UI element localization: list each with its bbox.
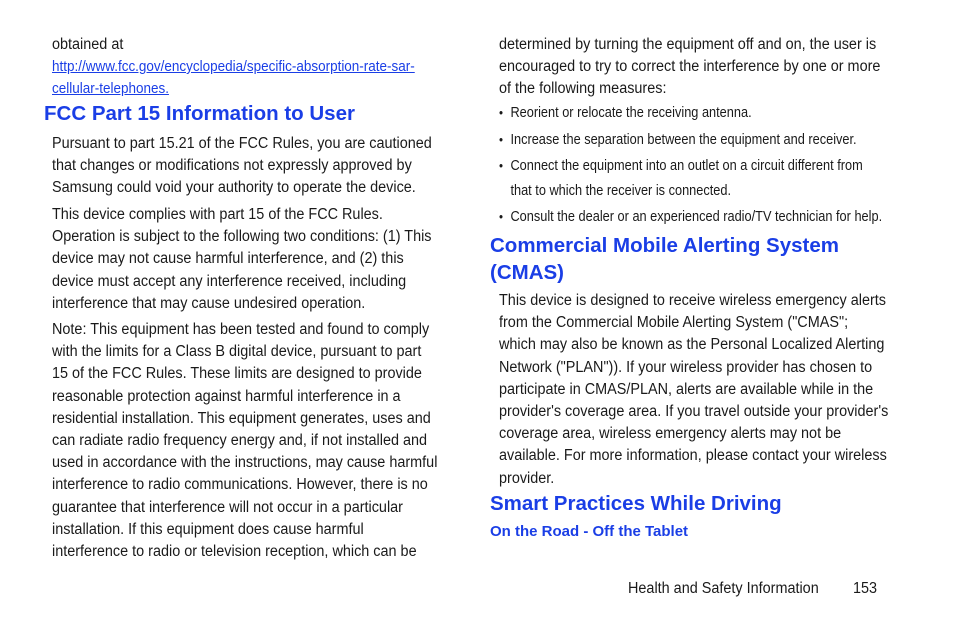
text-line: participate in CMAS/PLAN, alerts are available while in the bbox=[499, 380, 874, 398]
text-line: provider's coverage area. If you travel outside your provider's bbox=[499, 403, 889, 421]
text-line: interference to radio communications. However, there is no bbox=[52, 476, 428, 494]
link-line[interactable]: cellular-telephones. bbox=[52, 81, 169, 97]
text-line: reasonable protection against harmful interference in a bbox=[52, 387, 401, 405]
text-line: which may also be known as the Personal Localized Alerting bbox=[499, 336, 885, 354]
text-line: installation. If this equipment does cause harmful bbox=[52, 520, 364, 538]
cmas-paragraph bbox=[499, 290, 888, 490]
footer-section-title: Health and Safety Information bbox=[628, 580, 819, 597]
on-the-road-subheading: On the Road - Off the Tablet bbox=[490, 523, 689, 540]
text-line: provider. bbox=[499, 469, 555, 487]
bullet-icon: • bbox=[499, 105, 504, 120]
text-line: This device complies with part 15 of the FCC Rules. bbox=[52, 206, 383, 223]
link-line[interactable]: http://www.fcc.gov/encyclopedia/specific-absorption-rate-sar- bbox=[52, 59, 415, 75]
text-line: that changes or modifications not expressly approved by bbox=[52, 157, 412, 175]
fcc-part15-heading: FCC Part 15 Information to User bbox=[44, 102, 355, 125]
text-line: interference that may cause undesired operation. bbox=[52, 294, 366, 312]
text-line: determined by turning the equipment off and on, the user is bbox=[499, 36, 877, 53]
bullet-item: • Reorient or relocate the receiving antenna. bbox=[499, 101, 752, 126]
bullet-icon: • bbox=[499, 209, 504, 224]
text-line: used in accordance with the instructions, may cause harmful bbox=[52, 454, 438, 472]
text-line: with the limits for a Class B digital device, pursuant to part bbox=[52, 343, 422, 361]
fcc-paragraph-2 bbox=[52, 204, 432, 315]
fcc-paragraph-1 bbox=[52, 133, 432, 200]
text-line: of the following measures: bbox=[499, 80, 667, 98]
text-line: Operation is subject to the following two conditions: (1) This bbox=[52, 228, 432, 246]
text-line: can radiate radio frequency energy and, if not installed and bbox=[52, 432, 428, 450]
text-line: Pursuant to part 15.21 of the FCC Rules, you are cautioned bbox=[52, 135, 432, 152]
text-line: device must accept any interference received, including bbox=[52, 272, 407, 290]
text-line: from the Commercial Mobile Alerting System ("CMAS"; bbox=[499, 314, 849, 332]
text-line: guarantee that interference will not occur in a particular bbox=[52, 498, 403, 516]
text-line: Samsung could void your authority to operate the device. bbox=[52, 179, 416, 197]
bullet-item: • Consult the dealer or an experienced radio/TV technician for help. bbox=[499, 205, 882, 230]
intro-text: obtained at bbox=[52, 36, 124, 53]
text-line: 15 of the FCC Rules. These limits are designed to provide bbox=[52, 365, 422, 383]
bullet-icon: • bbox=[499, 158, 504, 173]
text-line: Note: This equipment has been tested and found to comply bbox=[52, 321, 430, 338]
smart-practices-heading: Smart Practices While Driving bbox=[490, 492, 782, 515]
interference-continuation bbox=[499, 34, 880, 101]
text-line: interference to radio or television reception, which can be bbox=[52, 543, 417, 561]
text-line: residential installation. This equipment generates, uses and bbox=[52, 409, 431, 427]
text-line: Network ("PLAN")). If your wireless provider has chosen to bbox=[499, 358, 873, 376]
bullet-item: • Connect the equipment into an outlet on a circuit different from that to which the receiver is connected. bbox=[499, 154, 863, 203]
fcc-paragraph-3 bbox=[52, 319, 437, 563]
text-line: coverage area, wireless emergency alerts may not be bbox=[499, 425, 842, 443]
text-line: encouraged to try to correct the interference by one or more bbox=[499, 58, 881, 76]
bullet-icon: • bbox=[499, 132, 504, 147]
fcc-sar-link[interactable] bbox=[52, 56, 415, 100]
cmas-heading: Commercial Mobile Alerting System (CMAS) bbox=[490, 234, 839, 284]
text-line: device may not cause harmful interference, and (2) this bbox=[52, 250, 404, 268]
text-line: This device is designed to receive wireless emergency alerts bbox=[499, 292, 886, 309]
bullet-item: • Increase the separation between the equipment and receiver. bbox=[499, 128, 857, 153]
page-number: 153 bbox=[853, 580, 878, 597]
text-line: available. For more information, please contact your wireless bbox=[499, 447, 887, 465]
